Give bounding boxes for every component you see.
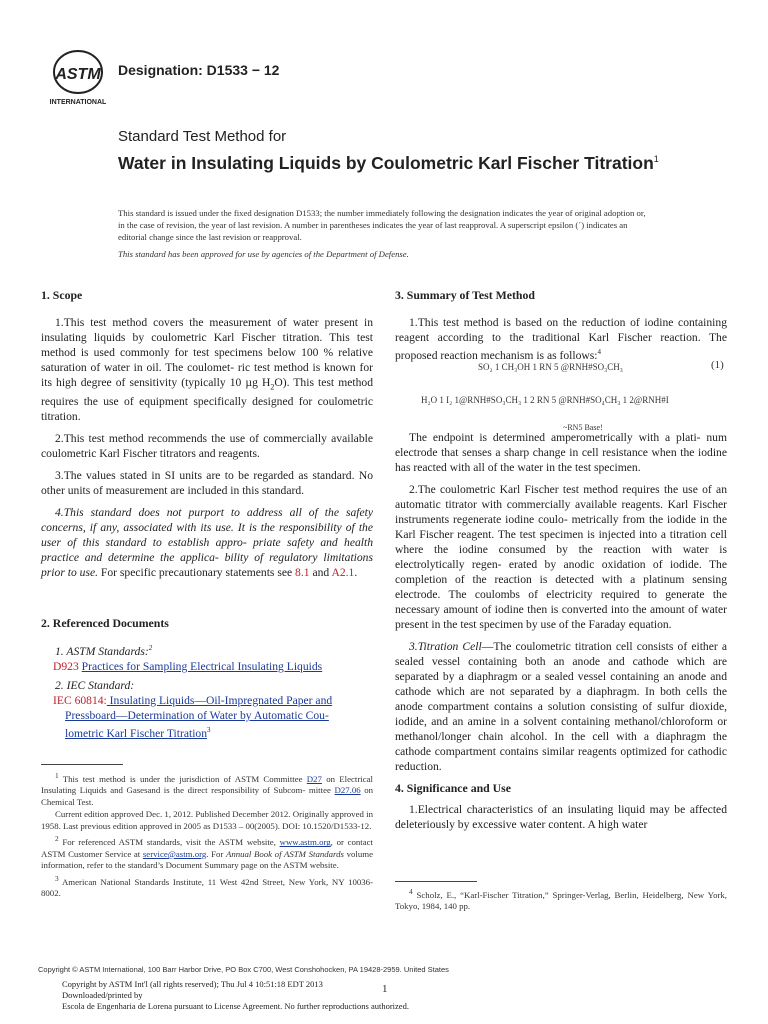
equation-number: (1) [711, 359, 724, 371]
scope-para-2: 2.This test method recommends the use of commercially available coulometric Karl Fischer titrators and reagents. [41, 432, 373, 461]
link-d27-06[interactable]: D27.06 [334, 785, 361, 796]
link-section-8-1[interactable]: 8.1 [295, 566, 310, 580]
iec-standard-label: 2. IEC Standard: [55, 678, 135, 692]
document-title [118, 148, 678, 174]
link-d27[interactable]: D27 [306, 773, 322, 784]
summary-heading: 3. Summary of Test Method [395, 288, 535, 302]
issuance-note: This standard is issued under the fixed designation D1533; the number immediately following the designation indicates the year of original adoption or, in the case of revision, the year of last revision. A number in parentheses indicates the year of last reapproval. A superscript epsilon (´) indicates an editorial change since the last revision or reapproval. [118, 208, 646, 242]
scope-heading: 1. Scope [41, 288, 83, 302]
scope-para-1: 1.This test method covers the measurement of water present in insulating liquids by coulometric Karl Fischer titration. This test method is used commonly for test specimens below 100 % relative saturation of water in oil. The coulomet- ric test method is known for its high degree of sensitivity (typically 10 µg $H_2O$). This test method requires the use of equipment specifically designed for coulometric titration. [41, 316, 374, 424]
significance-heading: 4. Significance and Use [395, 781, 512, 795]
summary-para-1: 1.This test method is based on the reduction of iodine containing reagent according to the traditional Karl Fischer reaction. The proposed reaction mechanism is as follows:$^4$ [395, 316, 727, 362]
ref-d923[interactable]: D923 Practices for Sampling Electrical Insulating Liquids [53, 659, 323, 673]
equation-line-1: SO₂ 1 CH₃OH 1 RN 5 @RNH#SO₃CH₃ [478, 362, 623, 372]
footnote-3: $^3$ American National Standards Institute, 11 West 42nd Street, New York, NY 10036-8002. [41, 873, 373, 899]
footnote-1-edition: Current edition approved Dec. 1, 2012. Published December 2012. Originally approved in 1958. Last previous edition approved in 2005 as D1533 – 00(2005). DOI: 10.1520/D1533-12. [41, 809, 373, 831]
footnote-4: $^4$ Scholz, E., “Karl-Fischer Titration,” Springer-Verlag, Berlin, Heidelberg, New York, Tokyo, 1984, 140 pp. [395, 887, 727, 912]
significance-para-1: 1.Electrical characteristics of an insulating liquid may be affected deleteriously by excessive water content. A high water [395, 803, 727, 831]
defense-approval-note: This standard has been approved for use by agencies of the Department of Defense. [118, 249, 409, 259]
ref-iec-60814[interactable]: IEC 60814: Insulating Liquids—Oil-Impregnated Paper and Pressboard—Determination of Water by Automatic Cou- lometric Karl Fischer Titration$^3$ [53, 693, 333, 740]
link-service-email[interactable]: service@astm.org [142, 848, 207, 859]
logo-text: ASTM [55, 66, 101, 83]
footnote-divider-right [395, 881, 477, 882]
designation: Designation: D1533 − 12 [118, 62, 280, 78]
link-section-a2-1[interactable]: A2.1 [331, 566, 355, 580]
title-text: Water in Insulating Liquids by Coulometric Karl Fischer Titration [118, 152, 654, 173]
footnote-divider-left [41, 764, 123, 765]
scope-para-3: 3.The values stated in SI units are to be regarded as standard. No other units of measurement are included in this standard. [41, 469, 373, 498]
title-footnote-ref[interactable]: 1 [653, 154, 659, 164]
equation-base-note: ~RN5 Base! [563, 423, 603, 432]
summary-para-endpoint: The endpoint is determined amperometrically with a plati- num electrode that senses a sharp change in cell resistance when the iodine has reacted with all of the water in the test specimen. [395, 431, 727, 474]
license-footer: Copyright by ASTM Int'l (all rights reserved); Thu Jul 4 10:51:18 EDT 2013 Downloaded/printed by Escola de Engenharia de Lorena pursuant to License Agreement. No further reproductions authorized. [62, 979, 409, 1011]
footnote-1: $^1$ This test method is under the jurisdiction of ASTM Committee D27 on Electrical Insulating Liquids and Gasesand is the direct responsibility of Subcom- mittee D27.06 on Chemical Test. [41, 771, 374, 807]
footnotes-left [41, 770, 373, 901]
equation-line-2: H₂O 1 I₂ 1@RNH#SO₃CH₃ 1 2 RN 5 @RNH#SO₄CH₃ 1 2@RNH#I [421, 395, 669, 405]
footnote-2: $^2$ For referenced ASTM standards, visit the ASTM website, www.astm.org, or contact ASTM Customer Service at service@astm.org. For Annual Book of ASTM Standards volume information, refer to the standard’s Document Summary page on the ASTM website. [41, 834, 373, 871]
standard-for-label: Standard Test Method for [118, 128, 287, 145]
scope-para-4: 4.This standard does not purport to address all of the safety concerns, if any, associated with its use. It is the responsibility of the user of this standard to establish appro- priate safety and health practice and determine the applica- bility of regulatory limitations prior to use. For specific precautionary statements see 8.1 and A2.1. [41, 506, 373, 580]
summary-section [395, 288, 727, 370]
link-astm-website[interactable]: www.astm.org [279, 837, 331, 848]
scope-section [41, 288, 373, 587]
referenced-documents-section [41, 616, 373, 741]
copyright-notice: Copyright © ASTM International, 100 Barr Harbor Drive, PO Box C700, West Conshohocken, PA 19428-2959. United States [38, 965, 449, 974]
logo-subtext: INTERNATIONAL [49, 99, 107, 106]
refs-heading: 2. Referenced Documents [41, 616, 169, 630]
astm-logo [46, 48, 110, 108]
summary-para-2: 2.The coulometric Karl Fischer test method requires the use of an automatic titrator with commercially available reagents. Karl Fischer instruments regenerate iodine coulo- metrically from the iodide in the Karl Fischer reagent. The test specimen is injected into a titration cell where the iodine consumed by the reaction with water is electrolytically regen- erated by anodic oxidation of iodide. The completion of the reaction is detected with a platinum sensing electrode. The coulombs of electricity required to generate the necessary amount of iodine then is converted into the amount of water present in the test specimen by use of the Faraday equation. [395, 483, 727, 631]
summary-para-3: 3.Titration Cell—The coulometric titration cell consists of either a sealed vessel containing both an anode and cathode which are separated by a diaphragm or a sealed vessel containing an anode and cathode which are not separated by a diaphragm. In both cells the anode compartment contains a solution consisting of sulfur dioxide, iodide, and an amine in a solvent containing methanol/chloroform or methanol/longer chain alcohol. In the cell with a diaphragm the cathode compartment contains similar reagents optimized for cathodic reduction. [395, 640, 727, 773]
summary-continued [395, 430, 727, 839]
astm-standards-label: 1. ASTM Standards:$^2$ [55, 644, 153, 658]
page-number: 1 [382, 983, 388, 995]
